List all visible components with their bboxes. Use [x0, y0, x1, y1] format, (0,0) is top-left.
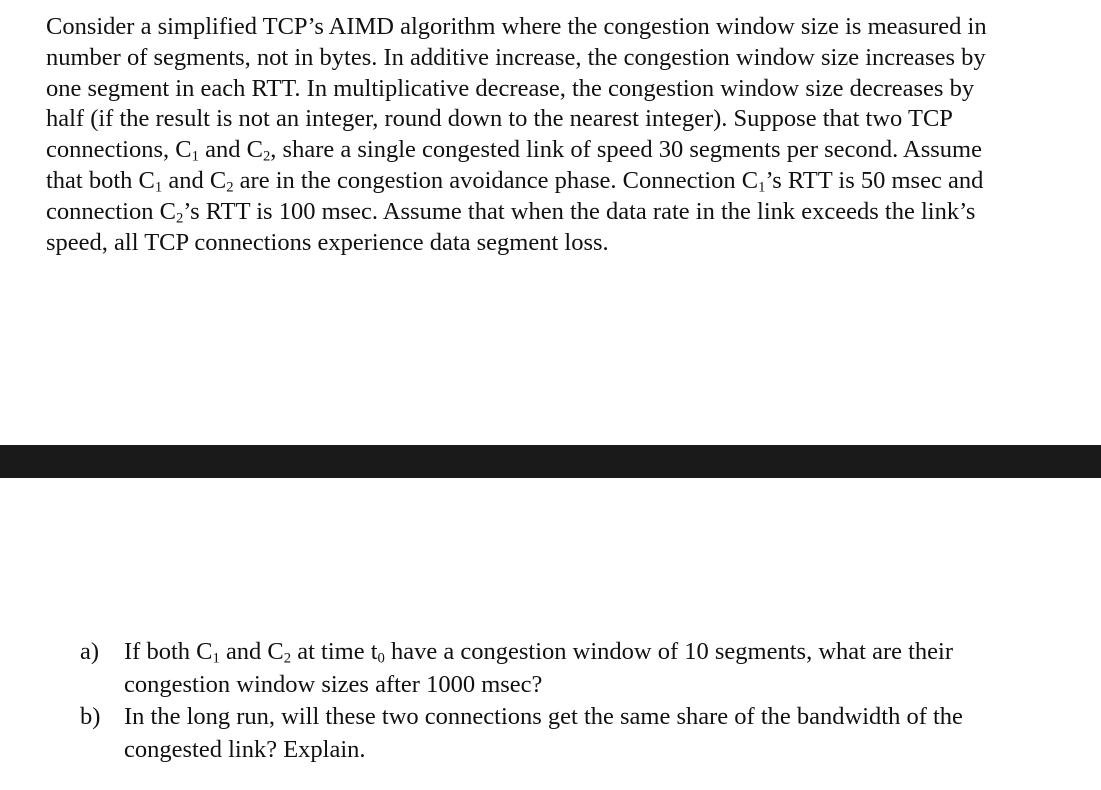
- text-fragment: , share a single congested link of speed 30 segments per second. Assume: [270, 136, 982, 164]
- text-fragment: and C: [219, 638, 284, 665]
- intro-line-2: number of segments, not in bytes. In additive increase, the congestion window size increases by: [46, 43, 986, 71]
- subscript: 1: [154, 179, 163, 196]
- question-b-line-1: In the long run, will these two connections get the same share of the bandwidth of the: [124, 703, 963, 730]
- question-a-line-2: congestion window sizes after 1000 msec?: [124, 670, 543, 698]
- question-a-letter: a): [80, 638, 100, 665]
- intro-line-6: [46, 166, 1086, 197]
- text-fragment: connections, C: [46, 136, 192, 164]
- problem-statement: [46, 12, 1086, 258]
- text-fragment: that both C: [46, 166, 155, 194]
- text-fragment: and C: [162, 166, 227, 194]
- text-fragment: If both C: [124, 638, 213, 665]
- text-fragment: have a congestion window of 10 segments, what are their: [384, 638, 953, 665]
- subscript: 2: [283, 650, 292, 667]
- subscript: 2: [262, 148, 271, 165]
- text-fragment: and C: [198, 136, 263, 164]
- subscript: 1: [212, 650, 220, 667]
- black-divider-bar: [0, 445, 1101, 478]
- intro-line-7: [46, 197, 1086, 228]
- subscript: 1: [758, 179, 766, 196]
- intro-line-1: Consider a simplified TCP’s AIMD algorithm where the congestion window size is measured in: [46, 13, 987, 40]
- question-b-line-2: congested link? Explain.: [124, 735, 366, 763]
- question-b-letter: b): [80, 703, 101, 730]
- subscript: 1: [191, 148, 199, 165]
- question-a: [80, 636, 1090, 701]
- subscript: 0: [377, 650, 385, 667]
- text-fragment: ’s RTT is 100 msec. Assume that when the data rate in the link exceeds the link’s: [183, 197, 976, 225]
- text-fragment: at time t: [291, 638, 378, 665]
- question-b: [80, 701, 1090, 766]
- subscript: 2: [175, 210, 184, 227]
- intro-line-4: half (if the result is not an integer, round down to the nearest integer). Suppose that two TCP: [46, 105, 953, 133]
- subscript: 2: [226, 179, 234, 196]
- question-list: [80, 636, 1090, 766]
- text-fragment: connection C: [46, 197, 176, 225]
- intro-line-3: one segment in each RTT. In multiplicative decrease, the congestion window size decreases by: [46, 74, 975, 102]
- question-a-line-1: [124, 636, 953, 669]
- intro-line-5: [46, 135, 1086, 166]
- question-a-body: [124, 636, 953, 701]
- intro-line-8: speed, all TCP connections experience data segment loss.: [46, 228, 609, 256]
- question-b-body: [124, 701, 963, 766]
- text-fragment: ’s RTT is 50 msec and: [765, 166, 984, 194]
- text-fragment: are in the congestion avoidance phase. Connection C: [233, 166, 759, 194]
